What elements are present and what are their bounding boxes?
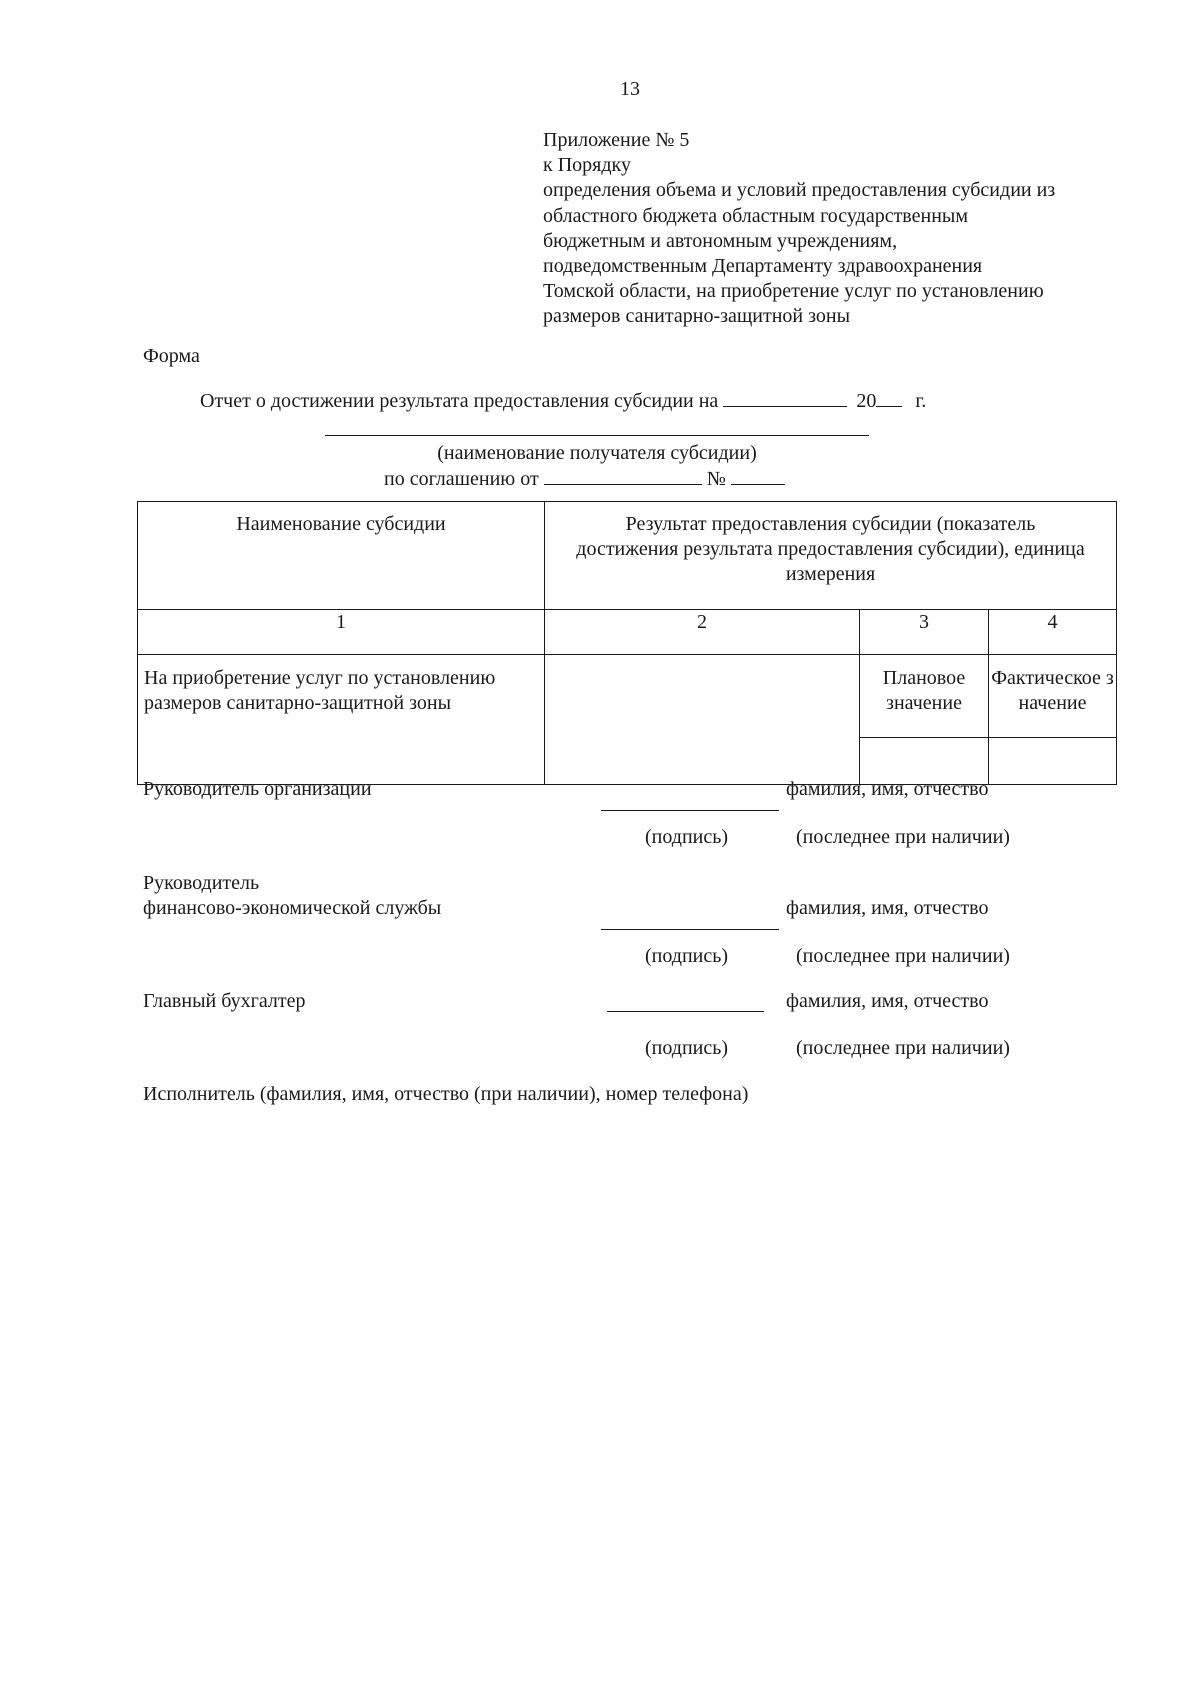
page-number: 13 — [620, 78, 640, 100]
form-label: Форма — [143, 345, 200, 367]
signature-caption: (подпись) — [645, 945, 729, 967]
name-caption: фамилия, имя, отчество — [786, 990, 989, 1012]
signature-role: Руководитель — [143, 872, 260, 894]
col-number: 2 — [545, 610, 860, 655]
recipient-caption: (наименование получателя субсидии) — [437, 442, 757, 464]
signature-line[interactable] — [601, 810, 779, 811]
signature-line[interactable] — [601, 929, 779, 930]
subsidy-name-cell: На приобретение услуг по установлению размеров санитарно-защитной зоны — [138, 655, 545, 785]
col-number: 1 — [138, 610, 545, 655]
name-note: (последнее при наличии) — [796, 945, 1010, 967]
table-number-row — [138, 610, 1117, 655]
year-suffix: г. — [915, 390, 927, 412]
table-header-row — [138, 502, 1117, 610]
header-result: Результат предоставления субсидии (показатель достижения результата предоставления субсидии), единица измерения — [545, 502, 1117, 610]
report-title-text: Отчет о достижении результата предоставления субсидии на — [200, 390, 719, 412]
appendix-line: к Порядку — [543, 154, 631, 177]
signature-role: Главный бухгалтер — [143, 990, 306, 1012]
signature-caption: (подпись) — [645, 1037, 729, 1059]
agreement-line — [384, 466, 785, 492]
agreement-prefix: по соглашению от — [384, 468, 539, 490]
header-subsidy-name: Наименование субсидии — [138, 502, 545, 610]
planned-label: Плановое значение — [860, 655, 989, 738]
appendix-header — [543, 128, 1143, 330]
appendix-line: подведомственным Департаменту здравоохранения — [543, 255, 983, 278]
result-cell[interactable] — [545, 655, 860, 785]
actual-value-cell[interactable] — [989, 738, 1117, 785]
name-caption: фамилия, имя, отчество — [786, 778, 989, 800]
agreement-number-sign: № — [706, 468, 726, 490]
name-note: (последнее при наличии) — [796, 1037, 1010, 1059]
executor-line: Исполнитель (фамилия, имя, отчество (при наличии), номер телефона) — [143, 1083, 749, 1105]
appendix-line: бюджетным и автономным учреждениям, — [543, 229, 898, 252]
col-number: 3 — [860, 610, 989, 655]
name-caption: фамилия, имя, отчество — [786, 897, 989, 919]
agreement-date-blank[interactable] — [544, 466, 702, 485]
report-table — [137, 501, 1117, 785]
appendix-line: размеров санитарно-защитной зоны — [543, 305, 851, 328]
actual-label: Фактическое значение — [989, 655, 1117, 738]
date-blank[interactable] — [723, 388, 847, 407]
col-number: 4 — [989, 610, 1117, 655]
year-blank[interactable] — [876, 388, 902, 407]
appendix-line: Приложение № 5 — [543, 129, 690, 151]
signature-line[interactable] — [607, 1011, 764, 1012]
name-note: (последнее при наличии) — [796, 826, 1010, 848]
appendix-line: областного бюджета областным государственным — [543, 204, 969, 227]
signature-role-line2: финансово-экономической службы — [143, 897, 442, 919]
year-prefix: 20 — [856, 390, 877, 412]
signature-role: Руководитель организации — [143, 778, 372, 800]
signature-caption: (подпись) — [645, 826, 729, 848]
report-title — [200, 388, 926, 414]
appendix-line: Томской области, на приобретение услуг по установлению — [543, 280, 1044, 303]
table-row — [138, 655, 1117, 738]
recipient-name-line[interactable] — [325, 435, 869, 436]
appendix-line: определения объема и условий предоставления субсидии из — [543, 179, 1056, 202]
agreement-number-blank[interactable] — [731, 466, 785, 485]
